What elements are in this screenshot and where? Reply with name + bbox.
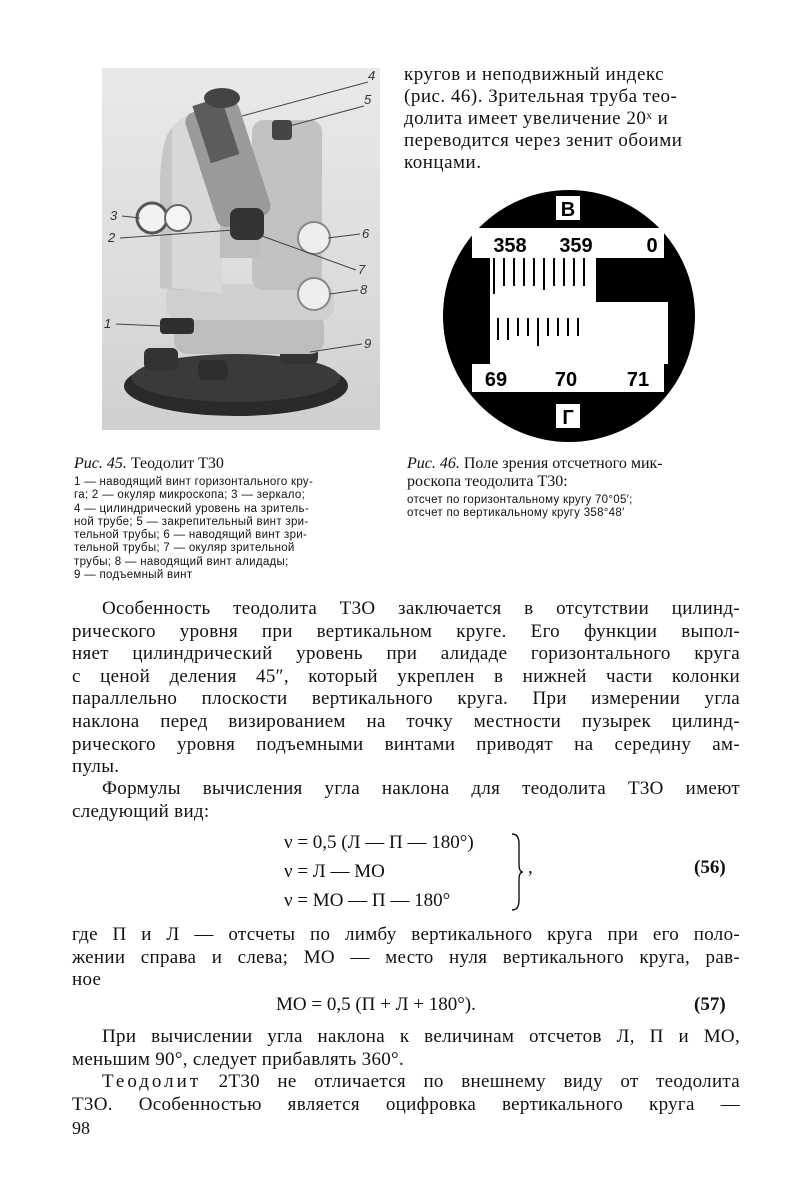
- callout-9: 9: [364, 336, 372, 351]
- figure45-caption-title: [74, 455, 380, 473]
- figure46-caption-line1: Поле зрения отсчетного мик-: [463, 455, 663, 472]
- formula-56-comma: ,: [528, 857, 533, 878]
- text-line: рического уровня при вертикальном круге. Его функции выпол-: [72, 620, 740, 642]
- formula-line: ν = 0,5 (Л — П — 180°): [284, 832, 474, 853]
- legend-line: 1 — наводящий винт горизонтального кру-: [74, 476, 314, 488]
- line-rest: 2Т30 не отличается по внешнему виду от теодолита: [201, 1071, 740, 1092]
- legend-line: отсчет по горизонтальному кругу 70°05′;: [407, 494, 633, 506]
- formula-line: ν = МО — П — 180°: [284, 890, 451, 911]
- text-line: долита имеет увеличение 20ˣ и: [404, 108, 669, 129]
- text-line: При вычислении угла наклона к величинам отсчетов Л, П и МО,: [102, 1026, 740, 1047]
- paragraph-1: [72, 598, 740, 779]
- figure46-caption-label: Рис. 46.: [407, 455, 460, 472]
- text-line: где П и Л — отсчеты по лимбу вертикального круга при его поло-: [72, 924, 740, 945]
- legend-line: отсчет по вертикальному кругу 358°48′: [407, 507, 625, 520]
- formula-line: ν = Л — МО: [284, 861, 385, 882]
- text-line: Т3О. Особенностью является оцифровка вертикального круга —: [72, 1093, 740, 1115]
- text-line: меньшим 90°, следует прибавлять 360°.: [72, 1048, 405, 1070]
- text-line: переводится через зенит обоими: [404, 130, 683, 151]
- top-scale-label-358: 358: [493, 235, 527, 257]
- text-line: кругов и неподвижный индекс: [404, 64, 665, 85]
- figure46-caption-title: [407, 455, 737, 491]
- equation-number-57: (57): [694, 994, 726, 1015]
- top-scale-label-0: 0: [646, 235, 658, 257]
- text-line: Особенность теодолита Т3О заключается в отсутствии цилинд-: [102, 598, 740, 619]
- theodolite-photo: [102, 68, 380, 430]
- formula-57: МО = 0,5 (П + Л + 180°).: [276, 994, 476, 1015]
- figure45-legend: [74, 476, 380, 582]
- legend-line: 9 — подъемный винт: [74, 569, 193, 582]
- text-line: концами.: [404, 152, 482, 173]
- figure46-legend: [407, 494, 737, 521]
- text-line: няет цилиндрический уровень при алидаде горизонтального круга: [72, 643, 740, 665]
- microscope-diagram: [438, 190, 700, 442]
- paragraph-4: [72, 1026, 740, 1071]
- paragraph-5: [72, 1071, 740, 1116]
- legend-line: 4 — цилиндрический уровень на зритель-: [74, 502, 309, 515]
- figure46-caption-line2: роскопа теодолита Т30:: [407, 473, 568, 490]
- text-line: жении справа и слева; МО — место нуля вертикального круга, рав-: [72, 946, 740, 968]
- text-line: наклона перед визированием на точку местности пузырек цилинд-: [72, 710, 740, 732]
- page-number: 98: [72, 1118, 90, 1138]
- callout-1: 1: [104, 316, 112, 331]
- legend-line: ной трубе; 5 — закрепительный винт зри-: [74, 515, 309, 528]
- bottom-scale-label-71: 71: [626, 369, 650, 391]
- figure45-caption: [74, 455, 380, 582]
- figure45-caption-name: Теодолит Т30: [130, 455, 224, 472]
- callout-4: 4: [368, 68, 376, 83]
- text-line: рического уровня подъемными винтами приводят на середину ам-: [72, 733, 740, 755]
- equation-number-56: (56): [694, 857, 726, 878]
- text-line: следующий вид:: [72, 800, 210, 822]
- text-line: Формулы вычисления угла наклона для теодолита Т3О имеют: [102, 778, 740, 799]
- theodolite-illustration: [102, 68, 380, 430]
- callout-2: 2: [108, 230, 116, 245]
- callout-8: 8: [360, 282, 368, 297]
- top-right-paragraph: [404, 64, 740, 174]
- right-brace-icon: [510, 832, 524, 912]
- bottom-scale-label-69: 69: [484, 369, 508, 391]
- formula-56-brace: [510, 832, 524, 912]
- figure45-caption-label: Рис. 45.: [74, 455, 127, 472]
- legend-line: га; 2 — окуляр микроскопа; 3 — зеркало;: [74, 489, 306, 502]
- legend-line: тельной трубы; 6 — наводящий винт зри-: [74, 529, 308, 542]
- horizontal-circle-letter: Г: [562, 407, 574, 429]
- legend-line: трубы; 8 — наводящий винт алидады;: [74, 555, 289, 568]
- text-line: [72, 1071, 740, 1094]
- bottom-scale-label-70: 70: [554, 369, 578, 391]
- spaced-word: Теодолит: [102, 1071, 202, 1092]
- text-line: пулы.: [72, 756, 120, 778]
- microscope-field-of-view: [438, 190, 700, 442]
- callout-7: 7: [358, 262, 366, 277]
- vertical-circle-letter: В: [560, 199, 576, 221]
- text-line: (рис. 46). Зрительная труба тео-: [404, 86, 678, 107]
- legend-line: тельной трубы; 7 — окуляр зрительной: [74, 542, 295, 555]
- callout-3: 3: [110, 208, 118, 223]
- paragraph-3: [72, 924, 740, 992]
- text-line: ное: [72, 969, 102, 991]
- figure46-caption: [407, 455, 737, 521]
- top-scale-label-359: 359: [559, 235, 593, 257]
- formula-56-lines: [284, 828, 474, 915]
- text-line: параллельно плоскости вертикального круга. При измерении угла: [72, 688, 740, 710]
- callout-5: 5: [364, 92, 372, 107]
- text-line: с ценой деления 45″, который укреплен в нижней части колонки: [72, 665, 740, 687]
- callout-6: 6: [362, 226, 370, 241]
- paragraph-2: [72, 778, 740, 823]
